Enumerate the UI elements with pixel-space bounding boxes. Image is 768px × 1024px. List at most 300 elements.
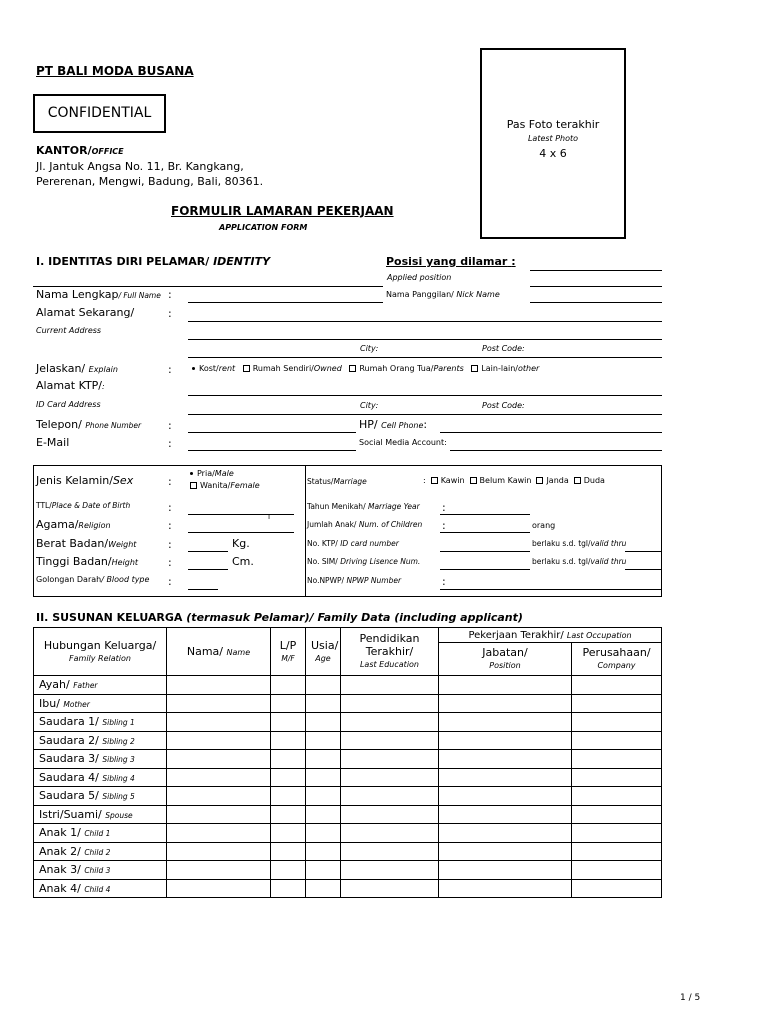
- company-cell[interactable]: [572, 787, 662, 806]
- female-text: Wanita/: [200, 481, 231, 490]
- position-label-text: Posisi yang dilamar: [386, 255, 508, 268]
- section2-title-id: II. SUSUNAN KELUARGA: [36, 611, 183, 624]
- post-code-label: Post Code:: [482, 344, 525, 353]
- valid1-text: berlaku s.d. tgl/: [532, 539, 591, 548]
- relation-label: Saudara 5/: [39, 789, 99, 803]
- relation-label: Istri/Suami/: [39, 807, 102, 821]
- opt-parents: Rumah Orang Tua/: [359, 364, 434, 373]
- marital-label: [307, 477, 367, 486]
- position-label-en: Applied position: [387, 273, 452, 282]
- current-address-field1[interactable]: [188, 321, 662, 322]
- full-name-en: / Full Name: [118, 291, 161, 300]
- colon: :: [168, 363, 172, 376]
- sex-female-option[interactable]: [185, 481, 260, 490]
- colon: :: [168, 419, 172, 432]
- name-cell[interactable]: [167, 824, 271, 843]
- sex-cell[interactable]: [271, 750, 306, 769]
- education-cell[interactable]: [341, 713, 439, 732]
- colon: :: [168, 437, 172, 450]
- header-company-text: Perusahaan/: [582, 646, 651, 659]
- education-cell[interactable]: [341, 861, 439, 880]
- position-field-line2[interactable]: [530, 286, 662, 287]
- nick-name-text: Nama Panggilan/: [386, 290, 454, 299]
- hp-en: Cell Phone: [381, 421, 424, 430]
- ktp-address-text: Alamat KTP/: [36, 379, 103, 392]
- colon: :: [442, 575, 446, 588]
- header-name-en: Name: [226, 647, 251, 657]
- family-relation-cell: [34, 731, 167, 750]
- female-en: Female: [230, 481, 260, 490]
- children-field[interactable]: [440, 532, 530, 533]
- valid-thru-label-1: [532, 539, 626, 548]
- family-relation-cell: [34, 787, 167, 806]
- sim-no-en: Driving Lisence Num.: [340, 557, 421, 566]
- name-cell[interactable]: [167, 842, 271, 861]
- education-cell[interactable]: [341, 750, 439, 769]
- sex-cell[interactable]: [271, 842, 306, 861]
- colon: :: [168, 519, 172, 532]
- birth-text: TTL/: [36, 501, 52, 510]
- name-cell[interactable]: [167, 879, 271, 898]
- office-heading: [36, 144, 124, 157]
- relation-label-en: Mother: [63, 699, 90, 709]
- position-cell[interactable]: [439, 731, 572, 750]
- confidential-label: CONFIDENTIAL: [47, 105, 152, 121]
- blood-label: [36, 575, 149, 584]
- ktp-address-en: ID Card Address: [36, 400, 101, 409]
- colon: :: [423, 476, 426, 485]
- religion-label: [36, 518, 111, 531]
- name-cell[interactable]: [167, 713, 271, 732]
- company-cell[interactable]: [572, 768, 662, 787]
- age-cell[interactable]: [306, 676, 341, 695]
- family-relation-cell: [34, 694, 167, 713]
- kg-unit: Kg.: [232, 537, 250, 550]
- header-age-text: Usia/: [311, 638, 339, 652]
- header-sex-en: M/F: [281, 653, 295, 663]
- colon: :: [168, 538, 172, 551]
- company-cell[interactable]: [572, 824, 662, 843]
- position-field-line1[interactable]: [530, 270, 662, 271]
- table-row: [34, 676, 662, 695]
- checkbox-belum-kawin[interactable]: [470, 477, 477, 484]
- name-cell[interactable]: [167, 694, 271, 713]
- duda-text: Duda: [583, 476, 605, 485]
- post-code-label-ktp: Post Code:: [482, 401, 525, 410]
- married-year-en: Marriage Year: [367, 502, 420, 511]
- email-field[interactable]: [188, 450, 356, 451]
- position-cell[interactable]: [439, 768, 572, 787]
- position-cell[interactable]: [439, 879, 572, 898]
- name-cell[interactable]: [167, 676, 271, 695]
- checkbox-own[interactable]: [243, 365, 250, 372]
- sex-male-option[interactable]: [190, 469, 234, 478]
- relation-label-en: Sibling 1: [102, 718, 135, 728]
- education-cell[interactable]: [341, 879, 439, 898]
- colon: :: [168, 475, 172, 488]
- valid2-text: berlaku s.d. tgl/: [532, 557, 591, 566]
- company-cell[interactable]: [572, 731, 662, 750]
- relation-label-en: Sibling 4: [102, 773, 135, 783]
- name-cell[interactable]: [167, 787, 271, 806]
- education-cell[interactable]: [341, 824, 439, 843]
- family-relation-cell: [34, 824, 167, 843]
- photo-box[interactable]: [480, 48, 626, 239]
- age-cell[interactable]: [306, 879, 341, 898]
- religion-en: Religion: [78, 521, 111, 530]
- bullet-icon: [192, 367, 195, 370]
- section2-title-en: Family Data (including applicant): [317, 611, 523, 624]
- npwp-label: [307, 576, 401, 585]
- sex-text: Jenis Kelamin/: [36, 474, 113, 487]
- colon: :: [168, 501, 172, 514]
- header-relation: [34, 628, 167, 676]
- name-cell[interactable]: [167, 768, 271, 787]
- janda-text: Janda: [546, 476, 569, 485]
- opt-own: Rumah Sendiri/: [252, 364, 314, 373]
- table-row: [34, 768, 662, 787]
- tick-mark: I: [268, 513, 271, 521]
- religion-text: Agama/: [36, 518, 79, 531]
- marital-text: Status/: [307, 477, 334, 486]
- relation-label: Saudara 2/: [39, 733, 99, 747]
- relation-label-en: Father: [73, 681, 98, 691]
- married-year-text: Tahun Menikah/: [307, 502, 366, 511]
- family-relation-cell: [34, 879, 167, 898]
- education-cell[interactable]: [341, 694, 439, 713]
- header-age-en: Age: [315, 653, 331, 663]
- ktp-address-label: [36, 379, 105, 392]
- header-company: [572, 643, 662, 676]
- ktp-no-field[interactable]: [440, 551, 530, 552]
- religion-field[interactable]: [188, 532, 294, 533]
- phone-text: Telepon/: [36, 418, 82, 431]
- form-title-en: APPLICATION FORM: [219, 223, 308, 232]
- name-cell[interactable]: [167, 731, 271, 750]
- sex-cell[interactable]: [271, 768, 306, 787]
- header-relation-en: Family Relation: [69, 653, 131, 663]
- relation-label: Anak 2/: [39, 844, 81, 858]
- age-cell[interactable]: [306, 750, 341, 769]
- opt-kost: Kost/: [199, 364, 219, 373]
- kawin-text: Kawin: [440, 476, 465, 485]
- explain-text: Jelaskan/: [36, 362, 86, 375]
- city-label: City:: [360, 344, 379, 353]
- male-text: Pria/: [197, 469, 215, 478]
- weight-field[interactable]: [188, 551, 228, 552]
- hp-field[interactable]: [440, 432, 662, 433]
- office-label-en: OFFICE: [91, 147, 124, 156]
- colon: :: [168, 307, 172, 320]
- nick-name-field[interactable]: [530, 302, 662, 303]
- city-postcode-field[interactable]: [188, 357, 662, 358]
- header-education-text2: Terakhir/: [365, 645, 414, 658]
- table-row: [34, 805, 662, 824]
- colon: :: [168, 575, 172, 588]
- relation-label-en: Child 3: [84, 866, 111, 876]
- header-age: [306, 628, 341, 676]
- company-cell[interactable]: [572, 694, 662, 713]
- table-row: [34, 842, 662, 861]
- height-en: Height: [111, 558, 139, 567]
- checkbox-duda[interactable]: [574, 477, 581, 484]
- section1-title-id: I. IDENTITAS DIRI PELAMAR/: [36, 255, 210, 268]
- page-number: 1 / 5: [680, 993, 701, 1003]
- section2-title: [36, 611, 523, 624]
- relation-label: Saudara 4/: [39, 770, 99, 784]
- married-year-field[interactable]: [440, 514, 530, 515]
- table-row: [34, 787, 662, 806]
- current-address-field2[interactable]: [188, 339, 662, 340]
- children-en: Num. of Children: [358, 520, 423, 529]
- blood-en: / Blood type: [101, 575, 150, 584]
- company-cell[interactable]: [572, 750, 662, 769]
- family-relation-cell: [34, 861, 167, 880]
- age-cell[interactable]: [306, 768, 341, 787]
- valid-thru-label-2: [532, 557, 626, 566]
- checkbox-female[interactable]: [190, 482, 197, 489]
- height-field[interactable]: [188, 569, 228, 570]
- sex-cell[interactable]: [271, 861, 306, 880]
- sex-cell[interactable]: [271, 731, 306, 750]
- ktp-no-label: [307, 539, 399, 548]
- family-rows: [34, 676, 662, 898]
- age-cell[interactable]: [306, 787, 341, 806]
- header-name-text: Nama/: [186, 644, 224, 658]
- company-cell[interactable]: [572, 713, 662, 732]
- table-row: [34, 694, 662, 713]
- table-row: [34, 824, 662, 843]
- family-relation-cell: [34, 805, 167, 824]
- position-label: [386, 255, 516, 268]
- colon: :: [442, 501, 446, 514]
- explain-label: [36, 362, 118, 375]
- family-relation-cell: [34, 750, 167, 769]
- name-cell[interactable]: [167, 805, 271, 824]
- sex-cell[interactable]: [271, 694, 306, 713]
- valid-thru-field-1[interactable]: [625, 551, 662, 552]
- relation-label-en: Child 2: [84, 847, 111, 857]
- section2-title-paren: (termasuk Pelamar)/: [186, 611, 314, 624]
- position-cell[interactable]: [439, 824, 572, 843]
- phone-en: Phone Number: [85, 421, 142, 430]
- confidential-stamp: [33, 94, 166, 133]
- education-cell[interactable]: [341, 787, 439, 806]
- header-position: [439, 643, 572, 676]
- marital-en: Marriage: [333, 477, 367, 486]
- position-cell[interactable]: [439, 676, 572, 695]
- colon: :: [168, 288, 172, 301]
- position-cell[interactable]: [439, 787, 572, 806]
- orang-label: orang: [532, 521, 556, 530]
- age-cell[interactable]: [306, 824, 341, 843]
- header-position-en: Position: [489, 661, 521, 670]
- position-cell[interactable]: [439, 842, 572, 861]
- ktp-address-field2[interactable]: [188, 414, 662, 415]
- residence-options: [192, 364, 539, 373]
- form-title: FORMULIR LAMARAN PEKERJAAN: [171, 204, 394, 218]
- colon: :: [442, 519, 446, 532]
- weight-label: [36, 537, 136, 550]
- explain-en: Explain: [88, 365, 118, 374]
- children-text: Jumlah Anak/: [307, 520, 357, 529]
- position-cell[interactable]: [439, 805, 572, 824]
- education-cell[interactable]: [341, 805, 439, 824]
- valid2-en: valid thru: [590, 557, 627, 566]
- family-relation-cell: [34, 842, 167, 861]
- weight-en: Weight: [108, 540, 137, 549]
- checkbox-janda[interactable]: [536, 477, 543, 484]
- relation-label-en: Sibling 5: [102, 792, 135, 802]
- position-cell[interactable]: [439, 750, 572, 769]
- header-sex-text: L/P: [279, 638, 297, 652]
- family-relation-cell: [34, 676, 167, 695]
- table-row: [34, 713, 662, 732]
- table-row: [34, 750, 662, 769]
- header-occupation-en: Last Occupation: [566, 630, 632, 640]
- header-name: [167, 628, 271, 676]
- table-row: [34, 879, 662, 898]
- hp-colon: :: [423, 418, 428, 431]
- age-cell[interactable]: [306, 842, 341, 861]
- checkbox-kawin[interactable]: [431, 477, 438, 484]
- header-education-text1: Pendidikan: [359, 632, 420, 645]
- opt-own-en: Owned: [313, 364, 342, 373]
- relation-label: Saudara 1/: [39, 715, 99, 729]
- social-media-label: Social Media Account:: [359, 438, 447, 447]
- male-en: Male: [214, 469, 234, 478]
- age-cell[interactable]: [306, 694, 341, 713]
- opt-other-en: other: [517, 364, 540, 373]
- nick-name-label: [386, 290, 500, 299]
- education-cell[interactable]: [341, 842, 439, 861]
- sim-no-text: No. SIM/: [307, 557, 338, 566]
- name-cell[interactable]: [167, 861, 271, 880]
- colon: :: [168, 556, 172, 569]
- relation-label-en: Sibling 2: [102, 736, 135, 746]
- office-label: KANTOR/: [36, 144, 92, 157]
- full-name-field[interactable]: [188, 302, 383, 303]
- height-label: [36, 555, 138, 568]
- npwp-text: No.NPWP/: [307, 576, 345, 585]
- address-line-1: Jl. Jantuk Angsa No. 11, Br. Kangkang,: [36, 160, 244, 173]
- ktp-no-text: No. KTP/: [307, 539, 338, 548]
- married-year-label: [307, 502, 420, 511]
- photo-size: 4 x 6: [539, 147, 567, 160]
- header-sex: [271, 628, 306, 676]
- email-label: E-Mail: [36, 436, 70, 449]
- section1-title: [36, 255, 270, 268]
- name-cell[interactable]: [167, 750, 271, 769]
- sim-no-label: [307, 557, 420, 566]
- position-cell[interactable]: [439, 861, 572, 880]
- position-colon: :: [511, 255, 516, 268]
- education-cell[interactable]: [341, 731, 439, 750]
- header-company-en: Company: [597, 661, 636, 670]
- valid-thru-field-2[interactable]: [625, 569, 662, 570]
- relation-label: Ibu/: [39, 696, 60, 710]
- address-line-2: Pererenan, Mengwi, Badung, Bali, 80361.: [36, 175, 264, 188]
- header-relation-text: Hubungan Keluarga/: [43, 638, 157, 652]
- ktp-address-colon: :: [102, 382, 105, 391]
- sex-label: [36, 474, 133, 487]
- photo-label: Pas Foto terakhir: [506, 118, 600, 131]
- header-occupation-text: Pekerjaan Terakhir/: [468, 629, 564, 641]
- weight-text: Berat Badan/: [36, 537, 109, 550]
- relation-label: Anak 1/: [39, 826, 81, 840]
- section1-divider: [33, 286, 383, 287]
- age-cell[interactable]: [306, 713, 341, 732]
- sex-cell[interactable]: [271, 787, 306, 806]
- ktp-address-field1[interactable]: [188, 395, 662, 396]
- sim-no-field[interactable]: [440, 569, 530, 570]
- age-cell[interactable]: [306, 805, 341, 824]
- birth-label: [36, 501, 130, 510]
- position-cell[interactable]: [439, 694, 572, 713]
- education-cell[interactable]: [341, 676, 439, 695]
- bullet-icon: [190, 472, 193, 475]
- sex-cell[interactable]: [271, 824, 306, 843]
- relation-label-en: Child 4: [84, 884, 111, 894]
- company-cell[interactable]: [572, 861, 662, 880]
- npwp-field[interactable]: [440, 589, 662, 590]
- relation-label-en: Child 1: [84, 829, 111, 839]
- age-cell[interactable]: [306, 861, 341, 880]
- personal-data-divider: [305, 465, 306, 597]
- nick-name-en: Nick Name: [456, 290, 500, 299]
- phone-field[interactable]: [188, 432, 356, 433]
- checkbox-other[interactable]: [471, 365, 478, 372]
- family-relation-cell: [34, 713, 167, 732]
- marital-options: [423, 476, 605, 485]
- opt-kost-en: rent: [218, 364, 236, 373]
- age-cell[interactable]: [306, 731, 341, 750]
- full-name-label: [36, 288, 161, 301]
- current-address-en: Current Address: [36, 326, 102, 335]
- company-cell[interactable]: [572, 805, 662, 824]
- height-text: Tinggi Badan/: [36, 555, 112, 568]
- full-name-text: Nama Lengkap: [36, 288, 119, 301]
- family-table: [33, 627, 662, 898]
- position-cell[interactable]: [439, 713, 572, 732]
- sex-cell[interactable]: [271, 713, 306, 732]
- phone-label: [36, 418, 141, 431]
- sex-cell[interactable]: [271, 676, 306, 695]
- education-cell[interactable]: [341, 768, 439, 787]
- header-education-en: Last Education: [359, 660, 420, 669]
- relation-label: Anak 4/: [39, 881, 81, 895]
- sex-cell[interactable]: [271, 879, 306, 898]
- current-address-label: Alamat Sekarang/: [36, 306, 135, 319]
- company-cell[interactable]: [572, 842, 662, 861]
- company-name: PT BALI MODA BUSANA: [36, 64, 194, 78]
- children-label: [307, 520, 422, 529]
- hp-text: HP/: [359, 418, 378, 431]
- ktp-no-en: ID card number: [340, 539, 399, 548]
- family-relation-cell: [34, 768, 167, 787]
- sex-cell[interactable]: [271, 805, 306, 824]
- npwp-en: NPWP Number: [346, 576, 402, 585]
- blood-field[interactable]: [188, 589, 218, 590]
- relation-label: Ayah/: [39, 678, 70, 692]
- header-occupation: [439, 628, 662, 643]
- birth-field[interactable]: [188, 514, 294, 515]
- social-media-field[interactable]: [450, 450, 662, 451]
- checkbox-parents[interactable]: [349, 365, 356, 372]
- opt-parents-en: Parents: [433, 364, 464, 373]
- company-cell[interactable]: [572, 676, 662, 695]
- company-cell[interactable]: [572, 879, 662, 898]
